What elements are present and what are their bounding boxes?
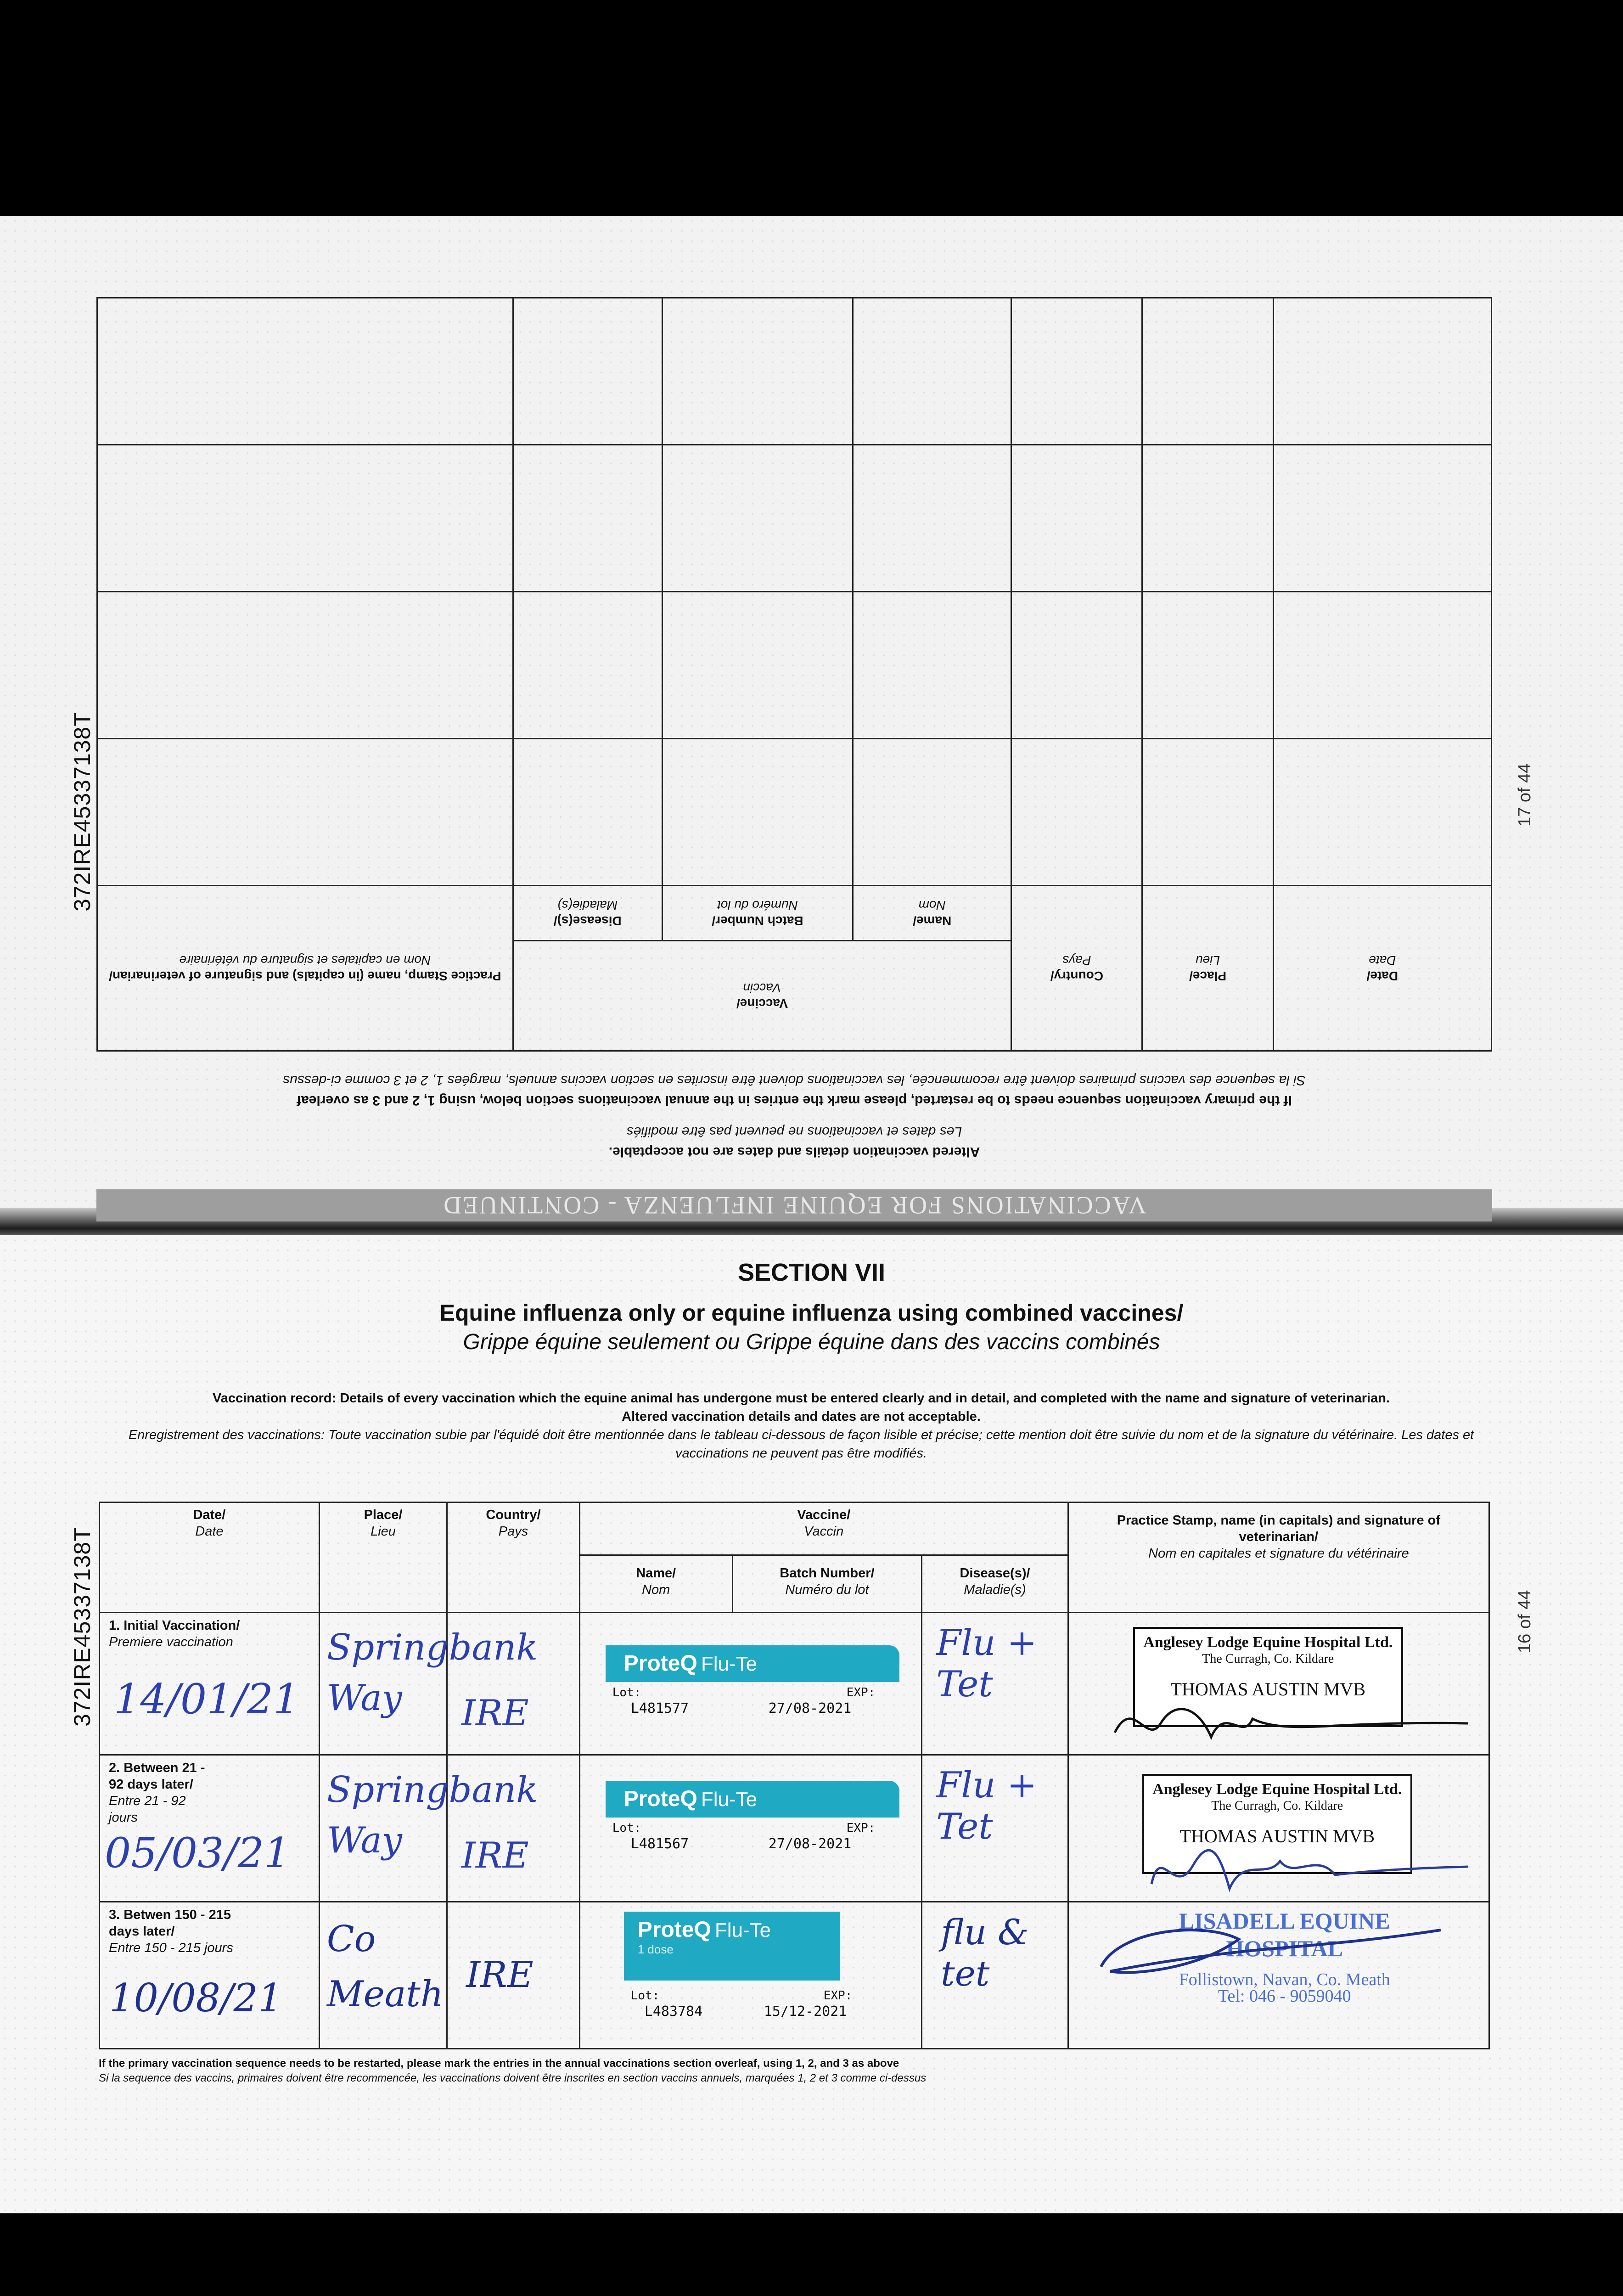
- exp-label: EXP:: [846, 1686, 876, 1699]
- row-label: 1. Initial Vaccination/ Premiere vaccination: [109, 1618, 240, 1649]
- header-country: Country/ Pays: [1011, 886, 1142, 1051]
- intro-line: Vaccination record: Details of every vaccination which the equine animal has undergone must be entered clearly and in detail, and completed with the name and signature of veterinarian.: [213, 1391, 1390, 1406]
- lot-number: L483784: [644, 2003, 703, 2020]
- stamp-vet-name: THOMAS AUSTIN MVB: [1170, 1679, 1366, 1699]
- vaccine-sticker: [606, 1645, 899, 1682]
- row-label: 3. Betwen 150 - 215 days later/ Entre 150 - 215 jours: [109, 1908, 233, 1955]
- cell-stamp: [1068, 1613, 1489, 1755]
- vaccine-brand: ProteQ: [623, 1787, 697, 1811]
- stamp-address: The Curragh, Co. Kildare: [1202, 1652, 1334, 1666]
- lot-label: Lot:: [612, 1821, 641, 1835]
- col-vaccine: Vaccine/ Vaccin: [579, 1503, 1068, 1555]
- handwritten-place: Springbank Way: [326, 1627, 538, 1719]
- handwritten-date: 05/03/21: [105, 1829, 291, 1877]
- section-subtitle: Equine influenza only or equine influenza using combined vaccines/: [439, 1300, 1184, 1326]
- section-title: SECTION VII: [737, 1259, 886, 1286]
- col-batch: Batch Number/ Numéro du lot: [732, 1555, 922, 1613]
- vet-signature: [1083, 1912, 1450, 2006]
- stamp-vet-name: THOMAS AUSTIN MVB: [1179, 1826, 1375, 1846]
- vaccine-name: Flu-Te: [701, 1653, 758, 1675]
- col-place: Place/ Lieu: [319, 1503, 447, 1613]
- vaccination-record-table: [99, 1502, 1490, 2049]
- footer-note-fr: Si la sequence des vaccins, primaires doivent être recommencée, les vaccinations doivent être inscrites en section vaccins annuels, marquées 1, 2 et 3 comme ci-dessus: [99, 2072, 927, 2084]
- col-disease: Disease(s)/ Maladie(s): [922, 1555, 1068, 1613]
- handwritten-disease: Flu + Tet: [936, 1765, 1037, 1847]
- intro-text: [106, 1389, 1497, 1463]
- vaccine-name: Flu-Te: [714, 1919, 771, 1941]
- cell-date: [100, 1613, 320, 1755]
- handwritten-country: IRE: [461, 1835, 529, 1876]
- cell-disease: [922, 1902, 1068, 2049]
- vaccine-sticker: [624, 1912, 840, 1981]
- cell-vaccine-label: [579, 1902, 921, 2049]
- handwritten-date: 10/08/21: [109, 1975, 283, 2020]
- cell-date: [100, 1902, 320, 2049]
- table-row: [100, 1755, 1489, 1902]
- cell-disease: [922, 1613, 1068, 1755]
- table-row: [100, 1613, 1489, 1755]
- vaccine-dose: 1 dose: [637, 1942, 674, 1956]
- vaccine-brand: ProteQ: [623, 1651, 697, 1676]
- upper-passport-id: 372IRE45337138T: [69, 712, 95, 912]
- vaccine-name: Flu-Te: [701, 1788, 758, 1811]
- cell-disease: [922, 1755, 1068, 1902]
- upside-down-page: [96, 294, 1492, 1221]
- stamp-address: Follistown, Navan, Co. Meath: [1179, 1970, 1390, 1989]
- cell-country: [447, 1613, 580, 1755]
- header-date: Date/ Date: [1273, 886, 1491, 1051]
- stamp-practice: Anglesey Lodge Equine Hospital Ltd.: [1143, 1634, 1393, 1651]
- empty-row: [97, 445, 1492, 592]
- handwritten-country: IRE: [461, 1693, 529, 1734]
- empty-row: [97, 298, 1492, 445]
- header-place: Place/ Lieu: [1142, 886, 1273, 1051]
- cell-place: [319, 1902, 447, 2049]
- header-stamp: Practice Stamp, name (in capitals) and signature of veterinarian/ Nom en capitales et signature du vétérinaire: [97, 886, 513, 1051]
- stamp-phone: Tel: 046 - 9059040: [1218, 1986, 1351, 2006]
- handwritten-disease: Flu + Tet: [936, 1622, 1037, 1705]
- intro-fr: Enregistrement des vaccinations: Toute vaccination subie par l'équidé doit être mentionnée dans le tableau ci-dessous de façon lisible et précise; cette mention doit être suivie du nom et de la signature du vétérinaire. Les dates et vaccinations ne peuvent pas être modifiés.: [128, 1428, 1474, 1461]
- section-subtitle-fr: Grippe équine seulement ou Grippe équine dans des vaccins combinés: [463, 1330, 1160, 1354]
- empty-row: [97, 739, 1492, 886]
- record-header-row: [100, 1503, 1489, 1555]
- cell-vaccine-label: [579, 1755, 921, 1902]
- continuation-table: [96, 297, 1492, 1052]
- header-name: Name/ Nom: [853, 886, 1011, 941]
- restart-note-fr: Si la sequence des vaccins primaires doivent être recommencée, les vaccinations doivent être inscrites en section vaccins annuels, margées 1, 2 et 3 comme ci-dessus: [283, 1073, 1306, 1088]
- lower-page-number: 16 of 44: [1515, 1590, 1534, 1653]
- vet-signature: [1142, 1824, 1473, 1902]
- col-stamp: Practice Stamp, name (in capitals) and signature of veterinarian/ Nom en capitales et signature du vétérinaire: [1068, 1503, 1489, 1613]
- expiry-date: 27/08-2021: [768, 1700, 852, 1716]
- expiry-date: 15/12-2021: [764, 2003, 847, 2020]
- continued-banner: VACCINATIONS FOR EQUINE INFLUENZA - CONTINUED: [96, 1189, 1492, 1221]
- exp-label: EXP:: [823, 1989, 853, 2003]
- handwritten-country: IRE: [466, 1954, 534, 1996]
- cell-stamp: [1068, 1755, 1489, 1902]
- altered-warning: Altered vaccination details and dates are not acceptable.: [608, 1144, 980, 1159]
- header-vaccine: Vaccine/ Vaccin: [513, 941, 1011, 1051]
- handwritten-disease: flu & tet: [941, 1912, 1029, 1994]
- upper-page-number: 17 of 44: [1515, 763, 1534, 827]
- lot-number: L481567: [630, 1836, 689, 1852]
- empty-row: [97, 592, 1492, 739]
- expiry-date: 27/08-2021: [768, 1836, 852, 1852]
- handwritten-place: Co Meath: [326, 1919, 444, 2015]
- cell-date: [100, 1755, 320, 1902]
- intro-altered: Altered vaccination details and dates are not acceptable.: [622, 1409, 981, 1424]
- col-date: Date/ Date: [100, 1503, 320, 1613]
- table-row: [100, 1902, 1489, 2049]
- vaccine-brand: ProteQ: [637, 1918, 711, 1942]
- altered-warning-fr: Les dates et vaccinations ne peuvent pas être modifiés: [626, 1124, 962, 1139]
- lot-label: Lot:: [612, 1686, 641, 1699]
- footer-note: If the primary vaccination sequence needs to be restarted, please mark the entries in the annual vaccinations section overleaf, using 1, 2, and 3 as above: [99, 2057, 899, 2070]
- stamp-hospital-name: LISADELL EQUINE HOSPITAL: [1179, 1908, 1390, 1961]
- vet-signature: [1106, 1677, 1473, 1756]
- handwritten-date: 14/01/21: [114, 1675, 300, 1723]
- stamp-practice: Anglesey Lodge Equine Hospital Ltd.: [1152, 1781, 1402, 1798]
- restart-note: If the primary vaccination sequence needs to be restarted, please mark the entries in the annual vaccinations section below, using 1, 2 and 3 as overleaf: [297, 1093, 1292, 1108]
- header-batch: Batch Number/ Numéro du lot: [662, 886, 853, 941]
- vaccine-sticker: [606, 1781, 899, 1818]
- row-label: 2. Between 21 - 92 days later/ Entre 21 - 92 jours: [109, 1761, 205, 1825]
- col-name: Name/ Nom: [579, 1555, 732, 1613]
- stamp-address: The Curragh, Co. Kildare: [1211, 1799, 1343, 1813]
- header-disease: Disease(s)/ Maladie(s): [513, 886, 662, 941]
- col-country: Country/ Pays: [447, 1503, 580, 1613]
- lower-passport-id: 372IRE45337138T: [69, 1527, 95, 1727]
- lot-label: Lot:: [630, 1989, 660, 2003]
- continuation-header-row: [97, 941, 1492, 1051]
- cell-country: [447, 1902, 580, 2049]
- lot-number: L481577: [630, 1700, 689, 1716]
- cell-country: [447, 1755, 580, 1902]
- handwritten-place: Springbank Way: [326, 1769, 538, 1861]
- exp-label: EXP:: [846, 1821, 876, 1835]
- cell-stamp: [1068, 1902, 1489, 2049]
- cell-vaccine-label: [579, 1613, 921, 1755]
